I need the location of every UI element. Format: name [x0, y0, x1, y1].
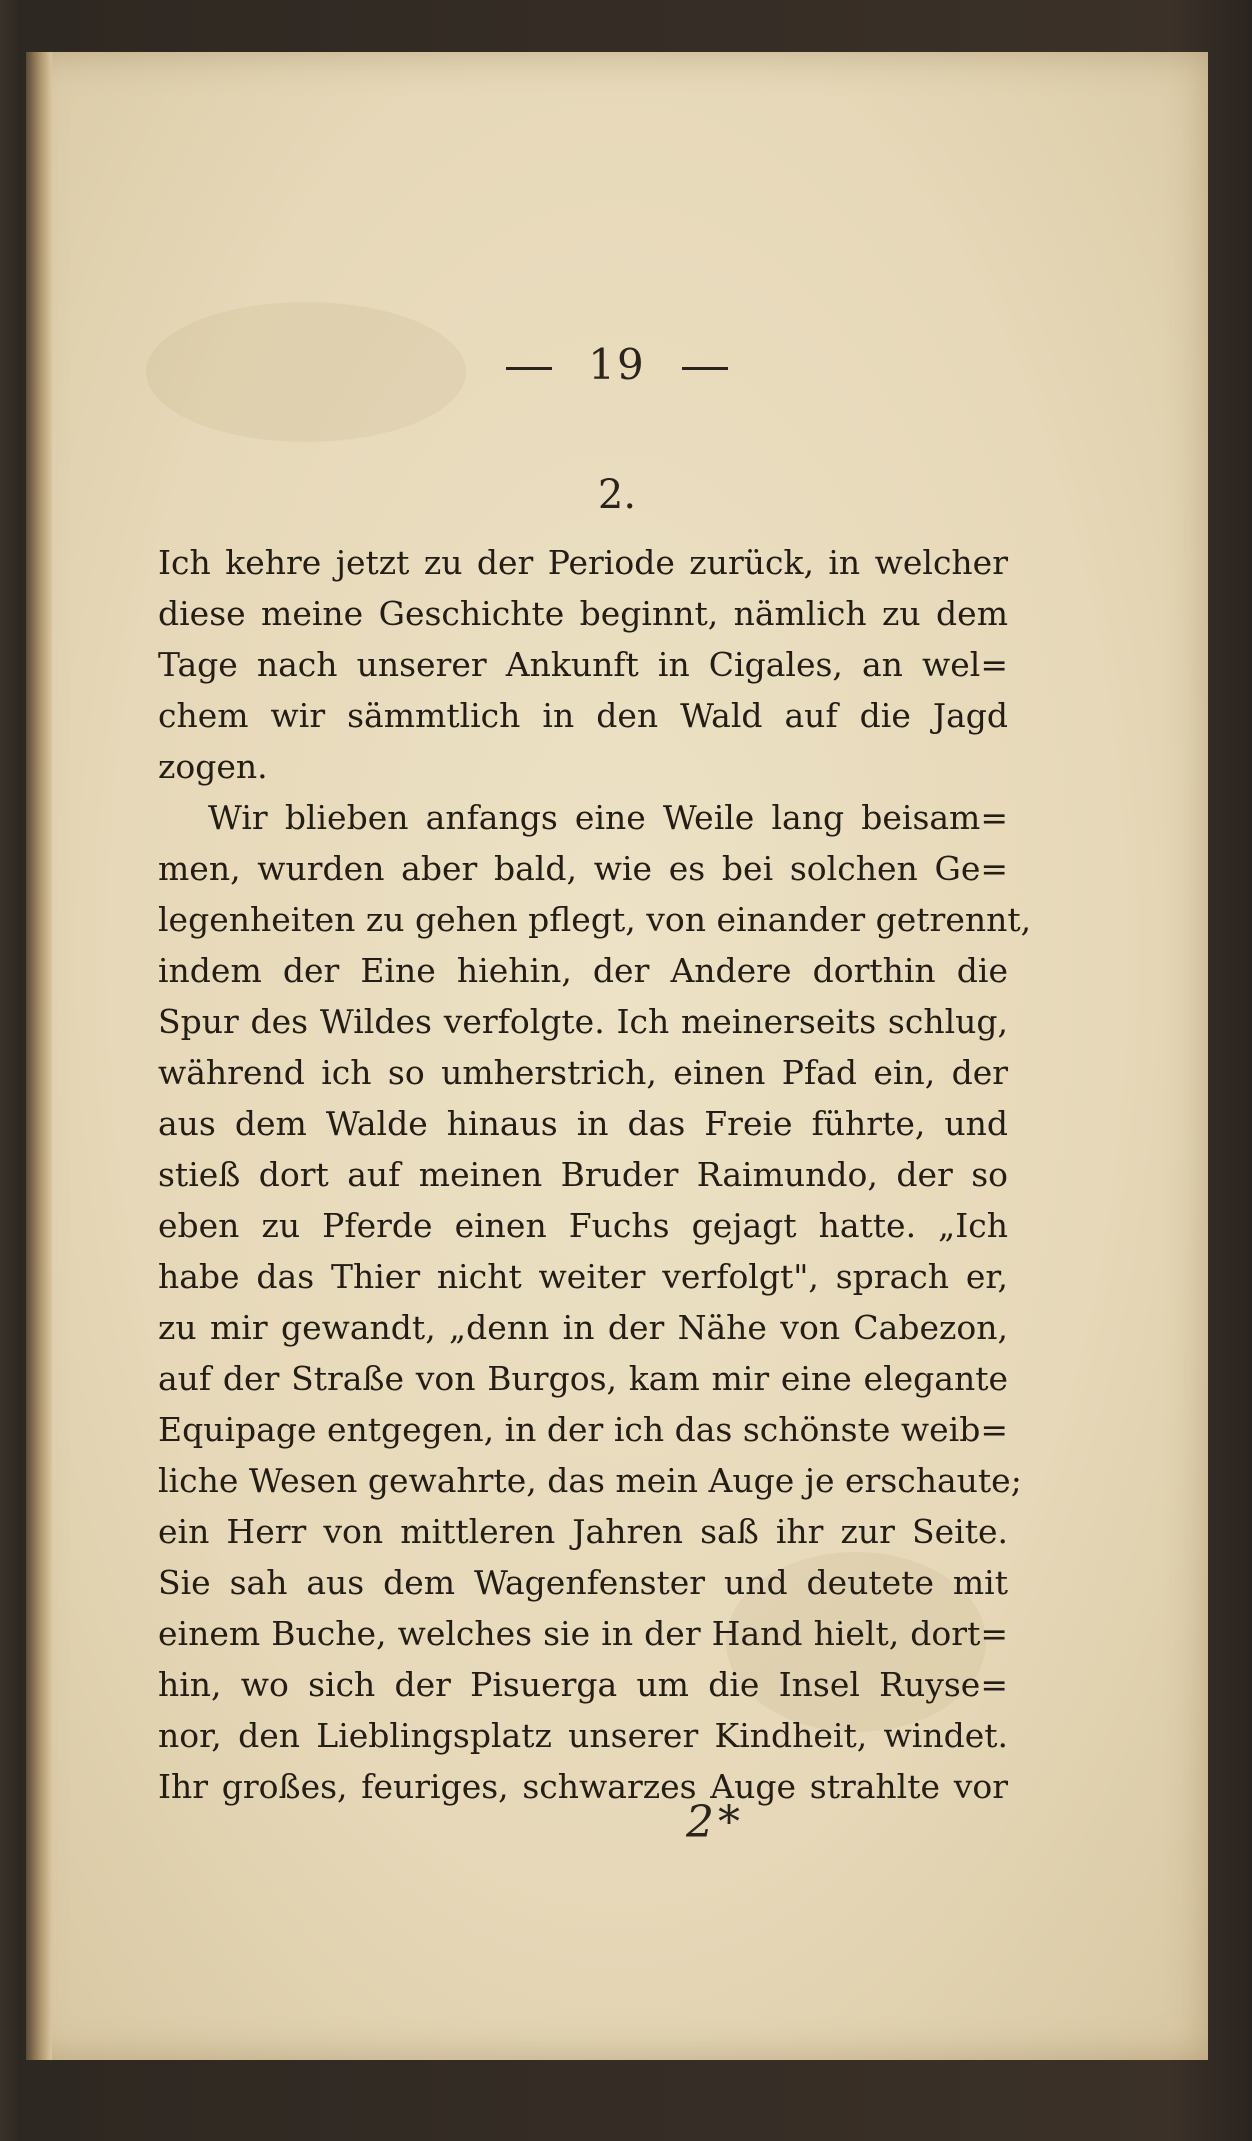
chapter-number: 2.: [597, 472, 637, 518]
text-line: liche Wesen gewahrte, das mein Auge je erschaute;: [158, 1461, 1022, 1500]
text-line: auf der Straße von Burgos, kam mir eine elegante: [158, 1359, 1008, 1398]
text-line: legenheiten zu gehen pflegt, von einander getrennt,: [158, 900, 1032, 939]
page-number: 19: [588, 340, 646, 389]
text-line: indem der Eine hiehin, der Andere dorthin die: [158, 951, 1008, 990]
text-line: ein Herr von mittleren Jahren saß ihr zur Seite.: [158, 1512, 1008, 1551]
page-header: [26, 340, 1208, 389]
text-line: Tage nach unserer Ankunft in Cigales, an wel=: [158, 645, 1008, 684]
text-line: habe das Thier nicht weiter verfolgt", sprach er,: [158, 1257, 1008, 1296]
text-line: zogen.: [158, 747, 268, 786]
paper-page: [26, 52, 1208, 2060]
text-line: aus dem Walde hinaus in das Freie führte, und: [158, 1104, 1008, 1143]
printer-signature-mark: 2*: [686, 1797, 744, 1848]
text-line: Spur des Wildes verfolgte. Ich meinerseits schlug,: [158, 1002, 1008, 1041]
text-line: Wir blieben anfangs eine Weile lang beisam=: [208, 798, 1008, 837]
text-line: Ich kehre jetzt zu der Periode zurück, in welcher: [158, 543, 1008, 582]
text-line: Ihr großes, feuriges, schwarzes Auge strahlte vor: [158, 1767, 1008, 1806]
body-text: [158, 537, 1032, 1812]
text-line: diese meine Geschichte beginnt, nämlich zu dem: [158, 594, 1008, 633]
text-line: einem Buche, welches sie in der Hand hielt, dort=: [158, 1614, 1008, 1653]
text-line: eben zu Pferde einen Fuchs gejagt hatte. „Ich: [158, 1206, 1008, 1245]
header-dash-right: [682, 367, 728, 370]
text-line: hin, wo sich der Pisuerga um die Insel Ruyse=: [158, 1665, 1008, 1704]
text-line: chem wir sämmtlich in den Wald auf die Jagd: [158, 696, 1008, 735]
text-line: nor, den Lieblingsplatz unserer Kindheit, windet.: [158, 1716, 1008, 1755]
text-line: zu mir gewandt, „denn in der Nähe von Cabezon,: [158, 1308, 1008, 1347]
text-line: während ich so umherstrich, einen Pfad ein, der: [158, 1053, 1008, 1092]
text-line: stieß dort auf meinen Bruder Raimundo, der so: [158, 1155, 1008, 1194]
text-line: Equipage entgegen, in der ich das schönste weib=: [158, 1410, 1008, 1449]
text-line: Sie sah aus dem Wagenfenster und deutete mit: [158, 1563, 1008, 1602]
header-dash-left: [506, 367, 552, 370]
text-line: men, wurden aber bald, wie es bei solchen Ge=: [158, 849, 1008, 888]
